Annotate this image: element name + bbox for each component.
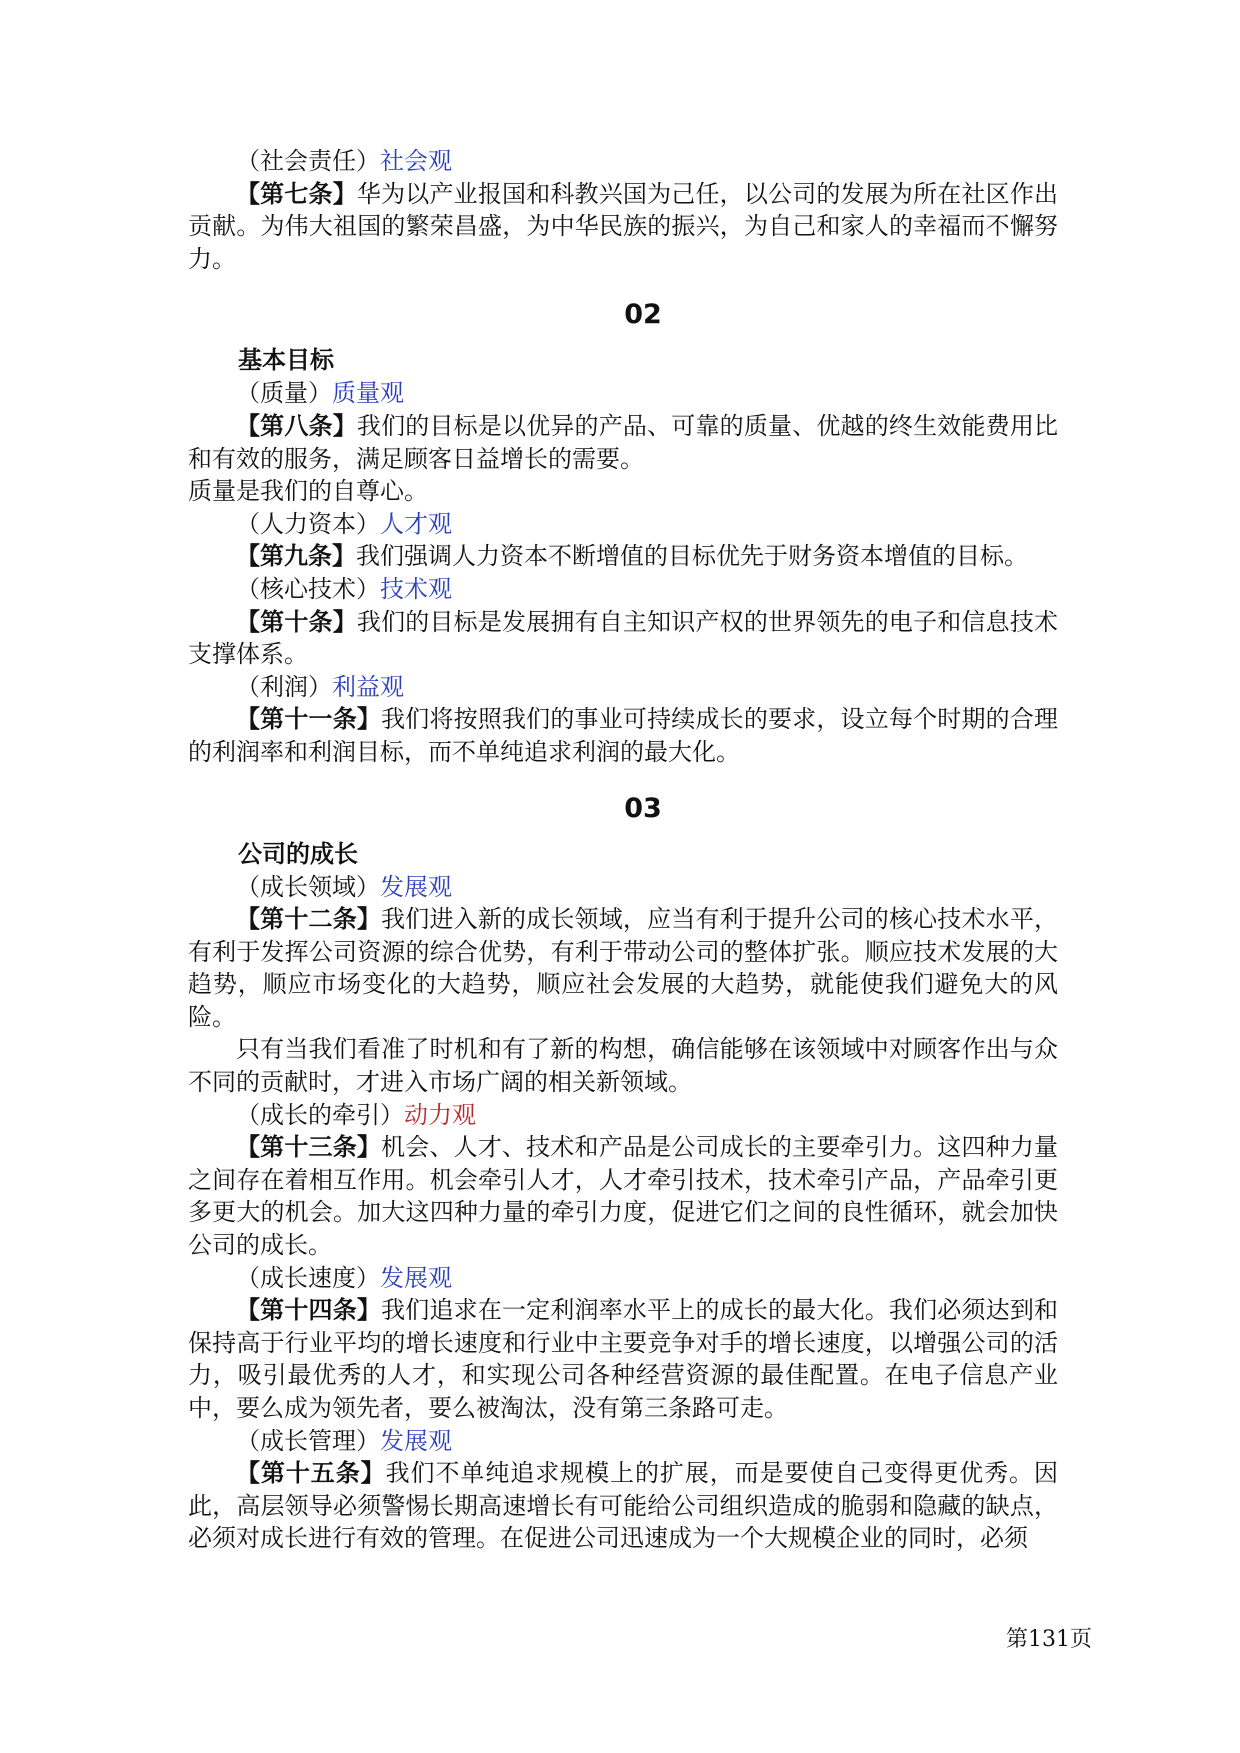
article-8 (188, 410, 1058, 475)
article-text: 我们进入新的成长领域，应当有利于提升公司的核心技术水平，有利于发挥公司资源的综合优势，有利于带动公司的整体扩张。顺应技术发展的大趋势，顺应市场变化的大趋势，顺应社会发展的大趋势，就能使我们避免大的风险。 (188, 905, 1059, 1031)
section-number-02: 02 (624, 299, 662, 331)
article-label: 【第十三条】 (236, 1133, 382, 1162)
category-heading-social (188, 145, 1058, 178)
article-text: 我们追求在一定利润率水平上的成长的最大化。我们必须达到和保持高于行业平均的增长速度和行业中主要竞争对手的增长速度，以增强公司的活力，吸引最优秀的人才，和实现公司各种经营资源的最佳配置。在电子信息产业中，要么成为领先者，要么被淘汰，没有第三条路可走。 (188, 1296, 1059, 1422)
category-paren: （核心技术） (236, 574, 380, 603)
article-text: 我们的目标是发展拥有自主知识产权的世界领先的电子和信息技术支撑体系。 (188, 607, 1059, 669)
category-name: 利益观 (332, 672, 404, 701)
category-name: 技术观 (380, 574, 452, 603)
category-paren: （成长领域） (236, 872, 380, 901)
category-name: 发展观 (380, 872, 452, 901)
article-12-paragraph-2: 只有当我们看准了时机和有了新的构想，确信能够在该领域中对顾客作出与众不同的贡献时，才进入市场广阔的相关新领域。 (188, 1035, 1058, 1097)
section-title-growth: 公司的成长 (238, 839, 358, 868)
category-paren: （利润） (236, 672, 332, 701)
article-text: 我们强调人力资本不断增值的目标优先于财务资本增值的目标。 (356, 542, 1028, 571)
category-heading-profit (188, 671, 1058, 704)
category-paren: （人力资本） (236, 509, 380, 538)
article-9 (188, 540, 1058, 573)
article-13 (188, 1131, 1058, 1261)
category-name: 人才观 (380, 509, 452, 538)
article-label: 【第七条】 (236, 179, 357, 208)
section-title-goals: 基本目标 (238, 346, 334, 375)
category-name: 质量观 (332, 379, 404, 408)
article-text: 华为以产业报国和科教兴国为己任，以公司的发展为所在社区作出贡献。为伟大祖国的繁荣昌盛，为中华民族的振兴，为自己和家人的幸福而不懈努力。 (188, 179, 1059, 273)
article-text: 我们不单纯追求规模上的扩展，而是要使自己变得更优秀。因此，高层领导必须警惕长期高速增长有可能给公司组织造成的脆弱和隐藏的缺点，必须对成长进行有效的管理。在促进公司迅速成为一个大规模企业的同时，必须 (188, 1459, 1058, 1553)
document-page (188, 145, 1058, 1555)
article-text: 我们的目标是以优异的产品、可靠的质量、优越的终生效能费用比和有效的服务，满足顾客日益增长的需要。 (188, 411, 1059, 473)
article-12 (188, 903, 1058, 1033)
category-name: 动力观 (404, 1100, 476, 1129)
category-heading-talent (188, 508, 1058, 541)
article-7 (188, 178, 1058, 276)
article-label: 【第十条】 (236, 607, 357, 636)
category-paren: （社会责任） (236, 147, 380, 175)
article-label: 【第十四条】 (236, 1296, 382, 1325)
category-heading-quality (188, 377, 1058, 410)
article-label: 【第十五条】 (236, 1459, 386, 1488)
article-label: 【第十一条】 (236, 705, 382, 734)
article-text: 我们将按照我们的事业可持续成长的要求，设立每个时期的合理的利润率和利润目标，而不单纯追求利润的最大化。 (188, 705, 1059, 766)
category-heading-management (188, 1425, 1058, 1458)
category-name: 发展观 (380, 1426, 452, 1455)
section-number-03: 03 (624, 792, 662, 824)
category-name: 发展观 (380, 1263, 452, 1292)
category-paren: （成长速度） (236, 1263, 380, 1292)
category-heading-field (188, 871, 1058, 904)
article-label: 【第九条】 (236, 542, 356, 571)
page-number: 第131页 (1006, 1627, 1092, 1652)
category-heading-speed (188, 1262, 1058, 1295)
article-11 (188, 703, 1058, 768)
category-heading-traction (188, 1099, 1058, 1132)
category-paren: （质量） (236, 379, 332, 408)
article-label: 【第十二条】 (236, 905, 382, 934)
category-paren: （成长管理） (236, 1426, 380, 1455)
article-15 (188, 1457, 1058, 1555)
category-heading-tech (188, 573, 1058, 606)
category-name: 社会观 (380, 147, 452, 175)
article-label: 【第八条】 (236, 411, 357, 440)
article-14 (188, 1294, 1058, 1424)
article-text: 机会、人才、技术和产品是公司成长的主要牵引力。这四种力量之间存在着相互作用。机会牵引人才，人才牵引技术，技术牵引产品，产品牵引更多更大的机会。加大这四种力量的牵引力度，促进它们之间的良性循环，就会加快公司的成长。 (188, 1133, 1059, 1260)
article-8-extra: 质量是我们的自尊心。 (188, 477, 428, 506)
category-paren: （成长的牵引） (236, 1100, 404, 1129)
article-10 (188, 606, 1058, 671)
